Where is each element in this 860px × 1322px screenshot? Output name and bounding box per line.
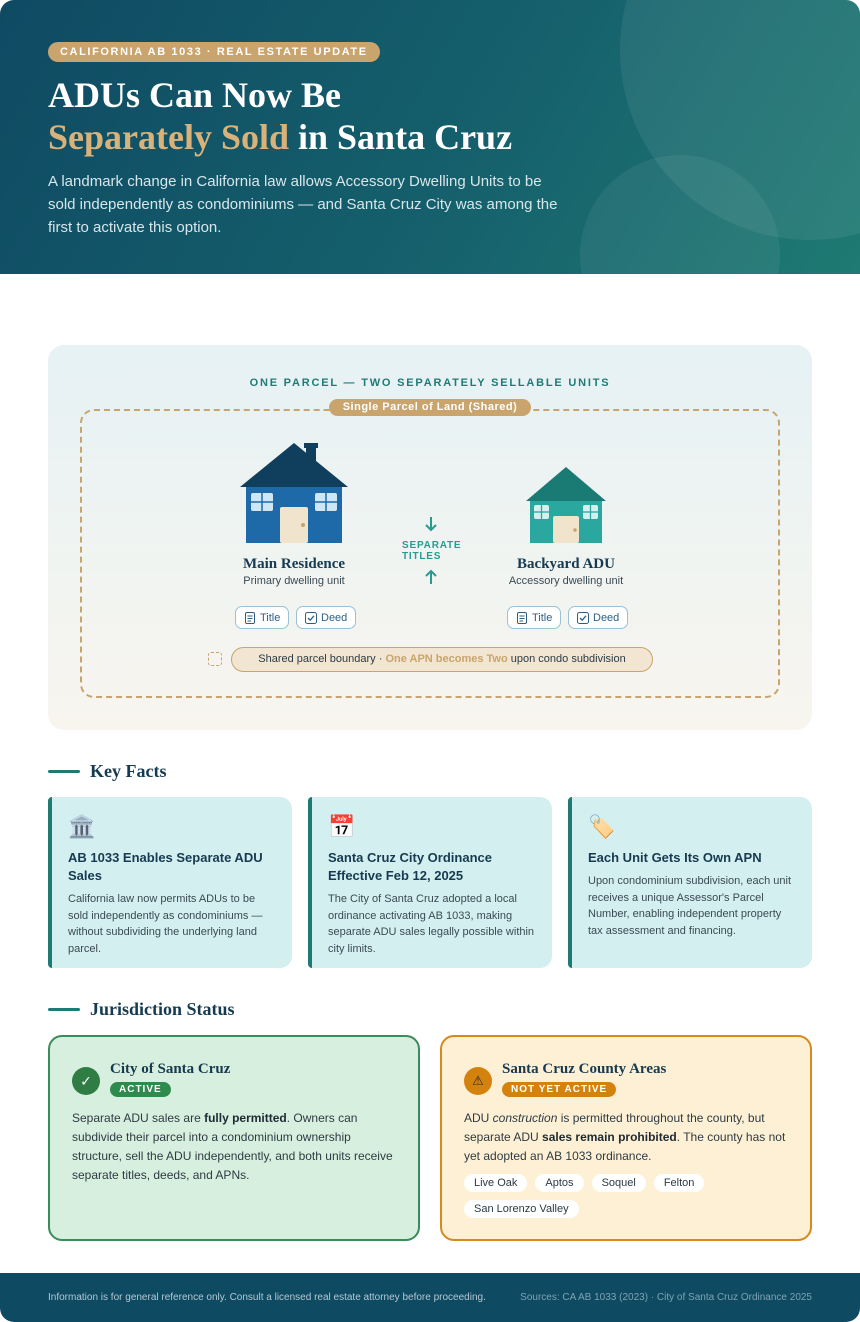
hero-banner — [0, 0, 860, 274]
deed-label: Deed — [321, 611, 348, 624]
status-description — [464, 1109, 788, 1166]
status-description — [72, 1109, 396, 1185]
boundary-highlight: One APN becomes Two — [385, 653, 508, 665]
boundary-prefix: Shared parcel boundary · — [258, 653, 386, 665]
bank-icon: 🏛️ — [68, 814, 96, 839]
calendar-icon: 📅 — [328, 814, 356, 839]
main-residence-name: Main Residence — [242, 556, 346, 572]
status-badge: NOT YET ACTIVE — [502, 1082, 616, 1097]
heading-bar — [48, 770, 80, 773]
adu-title-chip — [507, 606, 561, 629]
adu-deed-chip — [568, 606, 628, 629]
tag-icon: 🏷️ — [588, 814, 616, 839]
main-deed-chip — [296, 606, 356, 629]
backyard-adu-sub: Accessory dwelling unit — [508, 575, 624, 587]
deed-label: Deed — [593, 611, 620, 624]
boundary-legend-icon — [208, 652, 222, 666]
backyard-adu-name: Backyard ADU — [517, 556, 615, 572]
fact-card — [308, 797, 552, 968]
desc-bold: fully permitted — [204, 1111, 287, 1125]
fact-card — [568, 797, 812, 968]
desc-part: Separate ADU sales are — [72, 1111, 205, 1125]
main-title-chip — [235, 606, 289, 629]
desc-part: . The county has not yet adopted an AB 1033 ordinance. — [464, 1130, 786, 1163]
heading-text: Key Facts — [90, 761, 167, 781]
document-icon — [244, 612, 256, 624]
fact-body: California law now permits ADUs to be sold independently as condominiums — without subdividing the underlying land parcel. — [68, 893, 263, 955]
city-status-card — [48, 1035, 420, 1241]
title-line-1: ADUs Can Now Be — [48, 75, 342, 115]
area-chip: San Lorenzo Valley — [464, 1200, 579, 1218]
page-title — [48, 74, 812, 158]
desc-bold: sales remain prohibited — [542, 1130, 677, 1144]
area-chip: Aptos — [535, 1174, 583, 1192]
document-icon — [516, 612, 528, 624]
parcel-diagram — [48, 345, 812, 730]
area-chip: Live Oak — [464, 1174, 527, 1192]
title-label: Title — [260, 611, 281, 624]
fact-card — [48, 797, 292, 968]
title-highlight: Separately Sold — [48, 117, 290, 157]
separate-titles-label: SEPARATE TITLES — [402, 540, 462, 562]
area-chip: Felton — [654, 1174, 705, 1192]
heading-text: Jurisdiction Status — [90, 999, 235, 1019]
adu-house-icon — [525, 466, 607, 544]
boundary-note — [231, 647, 653, 672]
footer — [0, 1273, 860, 1322]
fact-body: The City of Santa Cruz adopted a local ordinance activating AB 1033, making separate ADU sales legally possible within city limits. — [328, 893, 535, 955]
heading-bar — [48, 1008, 80, 1011]
title-label: Title — [532, 611, 553, 624]
deed-check-icon — [577, 612, 589, 624]
diagram-caption: ONE PARCEL — TWO SEPARATELY SELLABLE UNITS — [249, 377, 611, 389]
title-rest: in Santa Cruz — [289, 117, 513, 157]
county-status-card — [440, 1035, 812, 1241]
jurisdiction-name: City of Santa Cruz — [110, 1061, 231, 1077]
fact-title: AB 1033 Enables Separate ADU Sales — [68, 850, 263, 883]
jurisdiction-heading — [48, 999, 235, 1020]
jurisdiction-name: Santa Cruz County Areas — [502, 1061, 667, 1077]
footer-disclaimer: Information is for general reference only. Consult a licensed real estate attorney before proceeding. — [48, 1292, 486, 1303]
fact-title: Each Unit Gets Its Own APN — [588, 850, 762, 865]
deed-check-icon — [305, 612, 317, 624]
area-chip: Soquel — [592, 1174, 646, 1192]
arrow-up-icon — [423, 568, 439, 586]
desc-emphasis: construction — [492, 1111, 558, 1125]
desc-part: is permitted throughout the county, but separate ADU — [464, 1111, 765, 1144]
fact-title: Santa Cruz City Ordinance Effective Feb 12, 2025 — [328, 850, 492, 883]
county-area-list — [464, 1174, 724, 1218]
key-facts-heading — [48, 761, 166, 782]
parcel-label: Single Parcel of Land (Shared) — [329, 399, 531, 416]
fact-body: Upon condominium subdivision, each unit receives a unique Assessor's Parcel Number, enabling independent property tax assessment and financing. — [588, 875, 792, 937]
category-badge: CALIFORNIA AB 1033 · REAL ESTATE UPDATE — [48, 42, 380, 62]
arrow-down-icon — [423, 515, 439, 533]
lead-paragraph: A landmark change in California law allows Accessory Dwelling Units to be sold independently as condominiums — and Santa Cruz City was among the first to activate this option. — [48, 173, 558, 236]
status-badge: ACTIVE — [110, 1082, 171, 1097]
boundary-suffix: upon condo subdivision — [507, 653, 626, 665]
main-house-icon — [238, 441, 350, 545]
check-icon: ✓ — [72, 1067, 100, 1095]
main-residence-sub: Primary dwelling unit — [243, 575, 345, 587]
desc-part: . Owners can subdivide their parcel into a condominium ownership structure, sell the ADU independently, and both units receive separate titles, deeds, and APNs. — [72, 1111, 393, 1182]
warning-icon: ⚠ — [464, 1067, 492, 1095]
footer-sources: Sources: CA AB 1033 (2023) · City of Santa Cruz Ordinance 2025 — [520, 1292, 812, 1303]
desc-part: ADU — [464, 1111, 493, 1125]
